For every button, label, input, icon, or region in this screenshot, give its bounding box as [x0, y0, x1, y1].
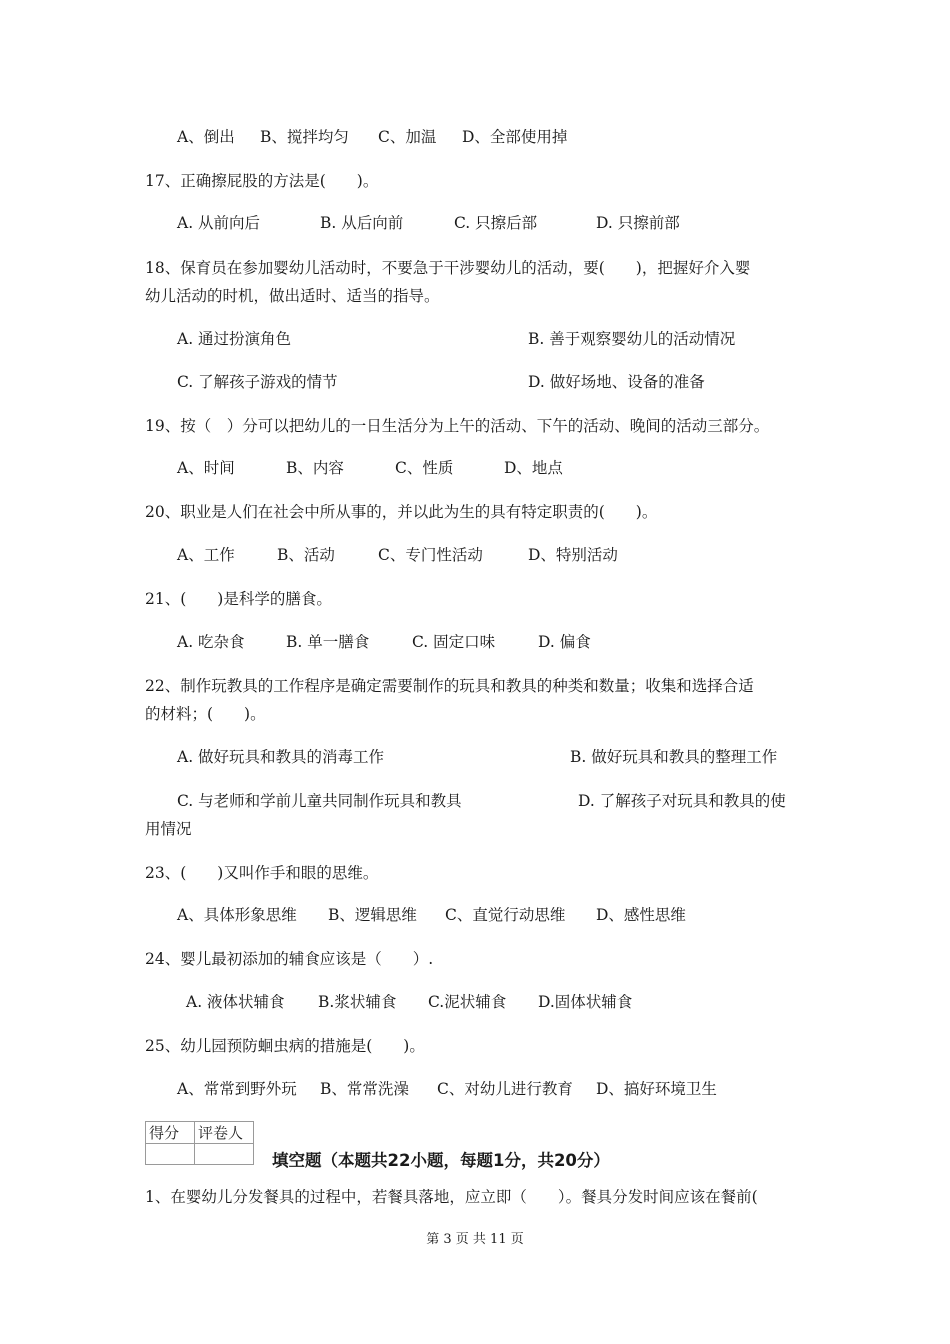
- q25-option-a: A、常常到野外玩: [177, 1080, 297, 1098]
- q20-stem: 20、职业是人们在社会中所从事的，并以此为生的具有特定职责的( )。: [145, 503, 658, 521]
- q24-option-c: C.泥状辅食: [428, 993, 507, 1011]
- q22-option-d-wrap: 用情况: [145, 820, 192, 838]
- reviewer-cell: [195, 1144, 254, 1165]
- q18-option-a: A. 通过扮演角色: [177, 330, 292, 348]
- q18-stem-line1: 18、保育员在参加婴幼儿活动时，不要急于干涉婴幼儿的活动，要( )，把握好介入婴: [145, 259, 751, 277]
- q25-stem: 25、幼儿园预防蛔虫病的措施是( )。: [145, 1037, 425, 1055]
- q16-option-a: A、倒出: [177, 128, 235, 146]
- q17-option-a: A. 从前向后: [177, 214, 261, 232]
- q21-option-c: C. 固定口味: [412, 633, 496, 651]
- q24-stem: 24、婴儿最初添加的辅食应该是（ ）.: [145, 950, 434, 968]
- q25-option-b: B、常常洗澡: [320, 1080, 409, 1098]
- q22-stem-line2: 的材料；( )。: [145, 705, 266, 723]
- q16-option-b: B、搅拌均匀: [260, 128, 349, 146]
- q16-option-c: C、加温: [378, 128, 437, 146]
- q19-option-a: A、时间: [177, 459, 235, 477]
- q23-option-d: D、感性思维: [596, 906, 686, 924]
- q18-option-d: D. 做好场地、设备的准备: [528, 373, 705, 391]
- fill1-stem: 1、在婴幼儿分发餐具的过程中，若餐具落地，应立即（ ）。餐具分发时间应该在餐前(: [145, 1188, 758, 1206]
- q20-option-a: A、工作: [177, 546, 235, 564]
- q21-option-a: A. 吃杂食: [177, 633, 245, 651]
- q25-option-d: D、搞好环境卫生: [596, 1080, 717, 1098]
- q24-option-b: B.浆状辅食: [318, 993, 397, 1011]
- q19-option-c: C、性质: [395, 459, 454, 477]
- q23-option-c: C、直觉行动思维: [445, 906, 566, 924]
- q17-stem: 17、正确擦屁股的方法是( )。: [145, 172, 379, 190]
- q19-option-d: D、地点: [504, 459, 563, 477]
- q19-option-b: B、内容: [286, 459, 344, 477]
- q17-option-c: C. 只擦后部: [454, 214, 538, 232]
- q25-option-c: C、对幼儿进行教育: [437, 1080, 573, 1098]
- q19-stem: 19、按（ ）分可以把幼儿的一日生活分为上午的活动、下午的活动、晚间的活动三部分。: [145, 417, 770, 435]
- q21-option-b: B. 单一膳食: [286, 633, 370, 651]
- q22-option-c: C. 与老师和学前儿童共同制作玩具和教具: [177, 792, 462, 810]
- score-label: 得分: [146, 1122, 195, 1144]
- q18-option-c: C. 了解孩子游戏的情节: [177, 373, 338, 391]
- q22-option-d: D. 了解孩子对玩具和教具的使: [578, 792, 786, 810]
- score-box: [145, 1121, 254, 1165]
- q17-option-d: D. 只擦前部: [596, 214, 680, 232]
- q24-option-a: A. 液体状辅食: [186, 993, 285, 1011]
- q22-option-b: B. 做好玩具和教具的整理工作: [570, 748, 778, 766]
- q20-option-c: C、专门性活动: [378, 546, 483, 564]
- q17-option-b: B. 从后向前: [320, 214, 404, 232]
- page-footer: 第 3 页 共 11 页: [426, 1232, 524, 1247]
- q18-option-b: B. 善于观察婴幼儿的活动情况: [528, 330, 736, 348]
- q22-option-a: A. 做好玩具和教具的消毒工作: [177, 748, 385, 766]
- q20-option-b: B、活动: [277, 546, 335, 564]
- q21-stem: 21、( )是科学的膳食。: [145, 590, 332, 608]
- section-title: 填空题（本题共22小题，每题1分，共20分）: [272, 1151, 610, 1170]
- reviewer-label: 评卷人: [195, 1122, 254, 1144]
- q24-option-d: D.固体状辅食: [538, 993, 633, 1011]
- q22-stem-line1: 22、制作玩教具的工作程序是确定需要制作的玩具和教具的种类和数量；收集和选择合适: [145, 677, 754, 695]
- q20-option-d: D、特别活动: [528, 546, 618, 564]
- q23-option-a: A、具体形象思维: [177, 906, 297, 924]
- q18-stem-line2: 幼儿活动的时机，做出适时、适当的指导。: [145, 287, 440, 305]
- q23-stem: 23、( )又叫作手和眼的思维。: [145, 864, 379, 882]
- q16-option-d: D、全部使用掉: [462, 128, 568, 146]
- score-cell: [146, 1144, 195, 1165]
- q23-option-b: B、逻辑思维: [328, 906, 417, 924]
- q21-option-d: D. 偏食: [538, 633, 591, 651]
